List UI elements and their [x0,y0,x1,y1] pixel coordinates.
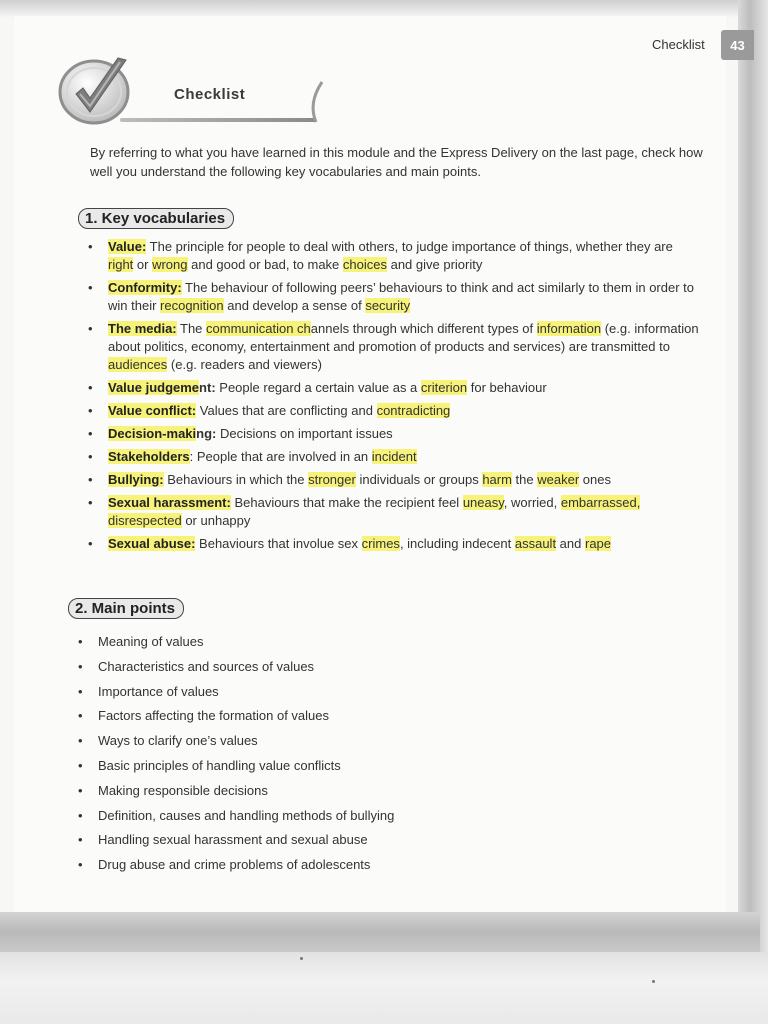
vocabulary-term: The media: [108,321,177,336]
highlighted-word: rape [584,536,612,551]
highlighted-word: wrong [152,257,188,272]
section-heading-key-vocabularies [78,208,234,229]
scan-margin-bottom [0,952,768,1024]
definition-text: nt: [199,380,216,395]
highlighted-word: information [536,321,602,336]
vocabulary-item [88,320,700,374]
vocabulary-item [88,494,700,530]
definition-text: and give priority [386,257,483,272]
title-swoosh [300,80,326,129]
highlighted-word: embarrassed, [560,495,641,510]
highlighted-word: audiences [108,357,168,372]
section-heading-text: 1. Key vocabularies [85,210,226,227]
highlighted-word: harm [482,472,512,487]
definition-text: Decisions on important issues [216,426,393,441]
definition-text: ones [579,472,611,487]
highlighted-word: assault [514,536,557,551]
definition-text: and develop a sense of [223,298,366,313]
main-point-item: • Definition, causes and handling methods of bullying [78,806,578,831]
highlighted-word: uneasy [462,495,504,510]
vocabulary-item [88,425,700,443]
main-point-item: • Drug abuse and crime problems of adolescents [78,855,578,880]
main-point-item: • Making responsible decisions [78,781,578,806]
vocabulary-item [88,379,700,397]
definition-text: The [176,321,207,336]
page-number: 43 [730,37,745,53]
definition-text: and [556,536,585,551]
definition-text: : People that are involved in an [189,449,372,464]
main-point-item: • Ways to clarify one’s values [78,731,578,756]
definition-text: or unhappy [181,513,251,528]
page-number-tab [721,30,754,60]
highlighted-word: contradicting [376,403,451,418]
vocabulary-term: Value: [108,239,147,254]
section-heading-text: 2. Main points [75,600,176,617]
highlighted-word: security [365,298,411,313]
definition-text: (e.g. readers and viewers) [167,357,322,372]
vocabulary-item [88,448,700,466]
main-point-item: • Handling sexual harassment and sexual abuse [78,830,578,855]
scan-speck [300,957,303,960]
title-underline [120,118,316,122]
highlighted-word: disrespected [108,513,182,528]
definition-text: annels through which different types of [310,321,537,336]
main-point-item: • Basic principles of handling value conflicts [78,756,578,781]
definition-text: The behaviour of following peers’ behaviours to think and act similarly to them in order to win their [108,280,694,313]
highlighted-word: weaker [537,472,580,487]
definition-text: Behaviours in which the [163,472,309,487]
vocabulary-term: Sexual harassment: [108,495,231,510]
vocabulary-term: Value conflict: [108,403,197,418]
checklist-title: Checklist [174,86,246,103]
definition-text: , worried, [503,495,561,510]
highlighted-word: recognition [160,298,224,313]
highlighted-word: crimes [361,536,400,551]
scan-speck [652,980,655,983]
scan-shadow-bottom [0,912,760,952]
highlighted-word: criterion [420,380,468,395]
section-heading-main-points [68,598,184,619]
definition-text: Behaviours that make the recipient feel [230,495,463,510]
vocabulary-term: Conformity: [108,280,182,295]
highlighted-word: communication ch [206,321,311,336]
definition-text: ng: [196,426,217,441]
key-vocabularies-list [88,238,700,558]
main-point-item: • Meaning of values [78,632,578,657]
vocabulary-item [88,471,700,489]
main-point-item: • Importance of values [78,682,578,707]
intro-paragraph: By referring to what you have learned in this module and the Express Delivery on the last page, check how well you understand the following key vocabularies and main points. [90,145,703,179]
definition-text: Values that are conflicting and [196,403,377,418]
definition-text: (e.g. information about politics, economy, entertainment and promotion of products and services) are transmitted to [108,321,699,354]
main-point-item: • Factors affecting the formation of values [78,706,578,731]
definition-text: Behaviours that involue sex [195,536,362,551]
vocabulary-term: Stakeholders [108,449,190,464]
definition-text: People regard a certain value as a [215,380,421,395]
highlighted-word: choices [342,257,387,272]
highlighted-word: incident [371,449,417,464]
vocabulary-item [88,402,700,420]
vocabulary-term: Value judgeme [108,380,200,395]
main-points-list [78,632,578,880]
vocabulary-term: Decision-maki [108,426,197,441]
vocabulary-item [88,238,700,274]
definition-text: The principle for people to deal with others, to judge importance of things, whether they are [146,239,673,254]
scan-shadow-right [738,0,768,1024]
main-point-item: • Characteristics and sources of values [78,657,578,682]
definition-text: for behaviour [467,380,547,395]
definition-text: , including indecent [399,536,515,551]
highlighted-word: right [108,257,134,272]
definition-text: individuals or groups [355,472,483,487]
vocabulary-item [88,535,700,553]
running-title: Checklist [652,37,705,52]
vocabulary-item [88,279,700,315]
vocabulary-term: Sexual abuse: [108,536,196,551]
definition-text: and good or bad, to make [187,257,343,272]
definition-text: or [133,257,153,272]
vocabulary-term: Bullying: [108,472,164,487]
highlighted-word: stronger [308,472,356,487]
definition-text: the [511,472,538,487]
